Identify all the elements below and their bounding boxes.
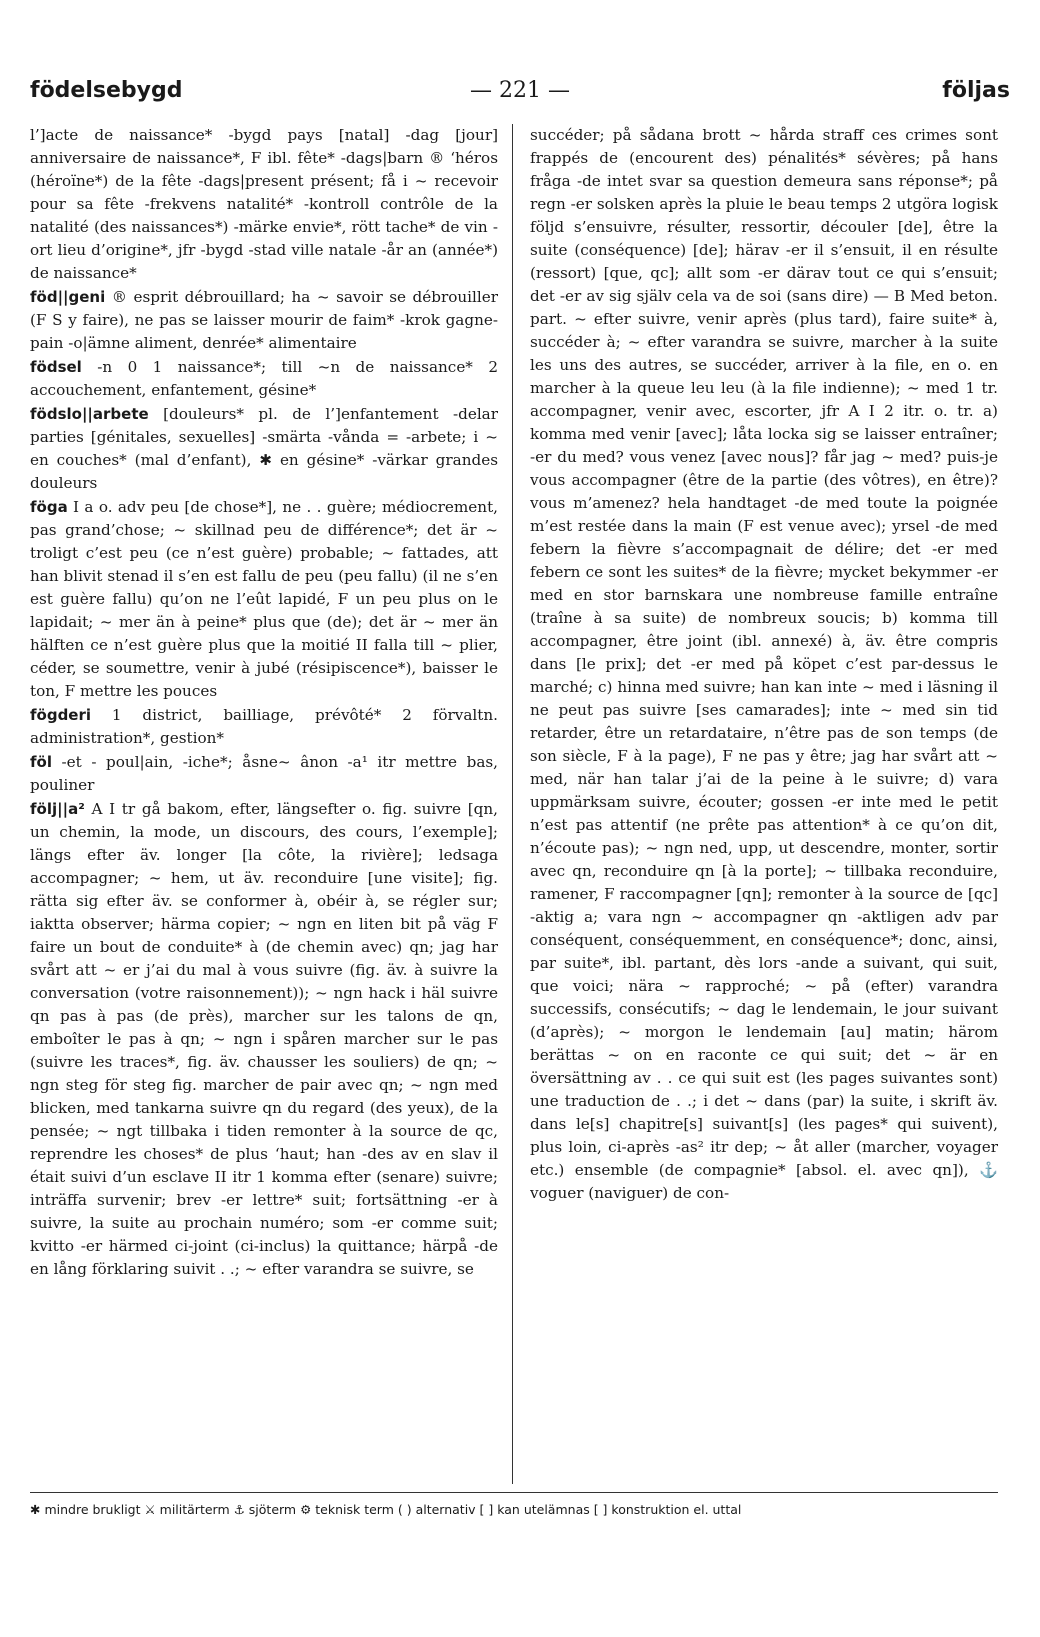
entry-text: l’]acte de naissance* -bygd pays [natal] -dag [jour] anniversaire de naissance*, F ibl. fête* -dags|barn ® ‘héros (héroïne*) de la fête -dags|present présent; få i ~ recevoir pour sa fête -frekvens natalité* -kontroll contrôle de la natalité (des naissances*) -märke envie*, rött tache* de vin -ort lieu d’origine*, jfr -bygd -stad ville natale -år an (année*) de naissance* [30, 126, 498, 282]
left-guide-word: födelsebygd [30, 78, 183, 103]
dictionary-entry [530, 124, 998, 1205]
right-guide-word: följas [942, 78, 1010, 103]
footer-rule [30, 1492, 998, 1493]
dictionary-entry [30, 286, 498, 355]
entry-lemma: föga [30, 498, 68, 516]
dictionary-entry [30, 704, 498, 750]
entry-text: -et - poul|ain, -iche*; åsne~ ânon -a¹ itr mettre bas, pouliner [30, 753, 498, 794]
entry-text: A I tr gå bakom, efter, längsefter o. fig. suivre [qn, un chemin, la mode, un discours, des cours, l’exemple]; längs efter äv. longer [la côte, la rivière]; ledsaga accompagner; ~ hem, ut äv. reconduire [une visite]; fig. rätta sig efter äv. se conformer à, obéir à, se régler sur; iaktta observer; härma copier; ~ ngn en liten bit på väg F faire un bout de conduite* à (de chemin avec) qn; jag har svårt att ~ er j’ai du mal à vous suivre (fig. äv. à suivre la conversation (votre raisonnement)); ~ ngn hack i häl suivre qn pas à pas (de près), marcher sur les talons de qn, emboîter le pas à qn; ~ ngn i spåren marcher sur le pas (suivre les traces*, fig. äv. chausser les souliers) de qn; ~ ngn steg för steg fig. marcher de pair avec qn; ~ ngn med blicken, med tankarna suivre qn du regard (des yeux), de la pensée; ~ ngt tillbaka i tiden remonter à la source de qc, reprendre les choses* de plus ‘haut; han -des av en slav il était suivi d’un esclave II itr 1 komma efter (senare) suivre; inträffa survenir; brev -er lettre* suit; fortsättning -er à suivre, la suite au prochain numéro; som -er comme suit; kvitto -er härmed ci-joint (ci-inclus) la quittance; härpå -de en lång förklaring suivit . .; ~ efter varandra se suivre, se [30, 800, 498, 1278]
entry-text: [douleurs* pl. de l’]enfantement -delar parties [génitales, sexuelles] -smärta -vånda = -arbete; i ~ en couches* (mal d’enfant), ✱ en gésine* -värkar grandes douleurs [30, 405, 498, 492]
symbol-legend: ✱ mindre brukligt ⚔ militärterm ⚓ sjöterm ⚙ teknisk term ( ) alternativ [ ] kan utelämnas [ ] konstruktion el. uttal [30, 1502, 742, 1517]
entry-text: -n 0 1 naissance*; till ~n de naissance* 2 accouchement, enfantement, gésine* [30, 358, 498, 399]
entry-lemma: fögderi [30, 706, 92, 724]
dictionary-entry [30, 496, 498, 703]
dictionary-entry [30, 124, 498, 285]
entry-lemma: födsel [30, 358, 82, 376]
column-divider [512, 124, 513, 1484]
entry-text: I a o. adv peu [de chose*], ne . . guère; médiocrement, pas grand’chose; ~ skillnad peu de différence*; det är ~ troligt c’est peu (ce n’est guère) probable; ~ fattades, att han blivit stenad il s’en est fallu de peu (peu fallu) (il ne s’en est guère fallu) qu’on ne l’eût lapidé, F un peu plus on le lapidait; ~ mer än à peine* plus que (de); det är ~ mer än hälften ce n’est guère plus que la moitié II falla till ~ plier, céder, se soumettre, venir à jubé (résipiscence*), baisser le ton, F mettre les pouces [30, 498, 498, 700]
dictionary-entry [30, 751, 498, 797]
entry-lemma: födslo||arbete [30, 405, 149, 423]
dictionary-columns [30, 124, 998, 1484]
entry-text: ® esprit débrouillard; ha ~ savoir se débrouiller (F S y faire), ne pas se laisser mourir de faim* -krok gagne-pain -o|ämne aliment, denrée* alimentaire [30, 288, 498, 352]
left-column [30, 124, 498, 1484]
entry-lemma: föl [30, 753, 52, 771]
entry-text: 1 district, bailliage, prévôté* 2 förvaltn. administration*, gestion* [30, 706, 498, 747]
entry-lemma: följ||a² [30, 800, 85, 818]
entry-lemma: föd||geni [30, 288, 106, 306]
dictionary-entry [30, 798, 498, 1281]
dictionary-entry [30, 403, 498, 495]
page-header [30, 78, 1010, 118]
right-column [530, 124, 998, 1484]
page-number: — 221 — [470, 78, 570, 103]
entry-text: succéder; på sådana brott ~ hårda straff ces crimes sont frappés de (encourent des) pénalités* sévères; på hans fråga -de intet svar sa question demeura sans réponse*; på regn -er solsken après la pluie le beau temps 2 utgöra logisk följd s’ensuivre, résulter, ressortir, découler [de], être la suite (conséquence) [de]; härav -er il s’ensuit, il en résulte (ressort) [que, qc]; allt som -er därav tout ce qui s’ensuit; det -er av sig själv cela va de soi (sans dire) — B Med beton. part. ~ efter suivre, venir après (plus tard), faire suite* à, succéder à; ~ efter varandra se suivre, marcher à la suite les uns des autres, se succéder, arriver à la file, en o. en marcher à la queue leu leu (à la file indienne); ~ med 1 tr. accompagner, venir avec, escorter, jfr A I 2 itr. o. tr. a) komma med venir [avec]; låta locka sig se laisser entraîner; -er du med? vous venez [avec nous]? får jag ~ med? puis-je vous accompagner (être de la partie (des vôtres), en être)? vous m’amenez? hela handtaget -de med toute la poignée m’est restée dans la main (F est venue avec); yrsel -de med febern la fièvre s’accompagnait de délire; det -er med febern ce sont les suites* de la fièvre; mycket bekymmer -er med en stor barnskara une nombreuse famille entraîne (traîne à sa suite) de nombreux soucis; b) komma till accompagner, être joint (ibl. annexé) à, äv. être compris dans [le prix]; det -er med på köpet c’est par-dessus le marché; c) hinna med suivre; han kan inte ~ med i läsning il ne peut pas suivre [ses camarades]; inte ~ med sin tid retarder, être un retardataire, n’être pas de son temps (de son siècle, F à la page), F ne pas y être; jag har svårt att ~ med, när han talar j’ai de la peine à le suivre; d) vara uppmärksam suivre, écouter; gossen -er inte med le petit n’est pas attentif (ne prête pas attention* à ce qu’on dit, n’écoute pas); ~ ngn ned, upp, ut descendre, monter, sortir avec qn, reconduire qn [à la porte]; ~ tillbaka reconduire, ramener, F raccompagner [qn]; remonter à la source de [qc] -aktig a; vara ngn ~ accompagner qn -aktligen adv par conséquent, conséquemment, en conséquence*; donc, ainsi, par suite*, ibl. partant, dès lors -ande a suivant, qui suit, que voici; nära ~ rapproché; ~ på (efter) varandra successifs, consécutifs; ~ dag le lendemain, le jour suivant (d’après); ~ morgon le lendemain [au] matin; härom berättas ~ on en raconte ce qui suit; det ~ är en översättning av . . ce qui suit est (les pages suivantes sont) une traduction de . .; i det ~ dans (par) la suite, i skrift äv. dans le[s] chapitre[s] suivant[s] (les pages* qui suivent), plus loin, ci-après -as² itr dep; ~ åt aller (marcher, voyager etc.) ensemble (de compagnie* [absol. el. avec qn]), ⚓ voguer (naviguer) de con- [530, 126, 998, 1202]
dictionary-entry [30, 356, 498, 402]
